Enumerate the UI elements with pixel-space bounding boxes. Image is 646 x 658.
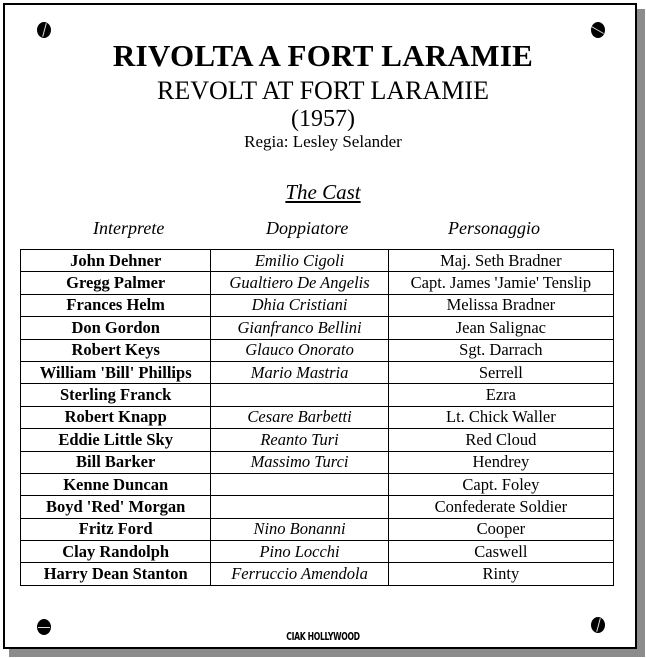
voice-actor-cell <box>211 473 388 495</box>
table-row <box>21 541 614 563</box>
actor-cell: John Dehner <box>21 250 211 272</box>
ciak-hollywood-logo: CIAK HOLLYWOOD <box>286 630 360 643</box>
table-row <box>21 250 614 272</box>
actor-cell: Robert Keys <box>21 339 211 361</box>
actor-cell: Boyd 'Red' Morgan <box>21 496 211 518</box>
actor-cell: Don Gordon <box>21 317 211 339</box>
cast-heading: The Cast <box>285 180 361 204</box>
director: Regia: Lesley Selander <box>244 132 402 151</box>
actor-cell: Clay Randolph <box>21 541 211 563</box>
release-year: (1957) <box>291 106 355 132</box>
actor-cell: Kenne Duncan <box>21 473 211 495</box>
character-cell: Maj. Seth Bradner <box>388 250 613 272</box>
actor-cell: Sterling Franck <box>21 384 211 406</box>
actor-cell: William 'Bill' Phillips <box>21 361 211 383</box>
character-cell: Capt. Foley <box>388 473 613 495</box>
cast-table <box>20 249 614 586</box>
voice-actor-cell: Gualtiero De Angelis <box>211 272 388 294</box>
table-row <box>21 496 614 518</box>
table-row <box>21 518 614 540</box>
voice-actor-cell <box>211 384 388 406</box>
voice-actor-cell: Glauco Onorato <box>211 339 388 361</box>
screw-bottom-right-icon <box>591 617 605 633</box>
title-english: REVOLT AT FORT LARAMIE <box>157 76 489 105</box>
character-cell: Capt. James 'Jamie' Tenslip <box>388 272 613 294</box>
actor-cell: Frances Helm <box>21 294 211 316</box>
character-cell: Caswell <box>388 541 613 563</box>
voice-actor-cell: Reanto Turi <box>211 429 388 451</box>
actor-cell: Gregg Palmer <box>21 272 211 294</box>
table-row <box>21 429 614 451</box>
voice-actor-cell: Dhia Cristiani <box>211 294 388 316</box>
table-row <box>21 339 614 361</box>
character-cell: Rinty <box>388 563 613 585</box>
screw-bottom-left-icon <box>37 619 51 635</box>
column-header-interprete: Interprete <box>93 218 165 238</box>
character-cell: Red Cloud <box>388 429 613 451</box>
voice-actor-cell: Ferruccio Amendola <box>211 563 388 585</box>
table-row <box>21 563 614 585</box>
character-cell: Cooper <box>388 518 613 540</box>
voice-actor-cell: Pino Locchi <box>211 541 388 563</box>
table-row <box>21 272 614 294</box>
voice-actor-cell: Gianfranco Bellini <box>211 317 388 339</box>
character-cell: Confederate Soldier <box>388 496 613 518</box>
voice-actor-cell <box>211 496 388 518</box>
actor-cell: Eddie Little Sky <box>21 429 211 451</box>
character-cell: Melissa Bradner <box>388 294 613 316</box>
column-header-personaggio: Personaggio <box>448 218 540 238</box>
title-italian: RIVOLTA A FORT LARAMIE <box>112 38 534 73</box>
table-row <box>21 473 614 495</box>
screw-top-right-icon <box>591 22 605 38</box>
actor-cell: Bill Barker <box>21 451 211 473</box>
voice-actor-cell: Emilio Cigoli <box>211 250 388 272</box>
table-row <box>21 384 614 406</box>
actor-cell: Harry Dean Stanton <box>21 563 211 585</box>
column-header-doppiatore: Doppiatore <box>266 218 349 238</box>
table-row <box>21 406 614 428</box>
table-row <box>21 294 614 316</box>
character-cell: Jean Salignac <box>388 317 613 339</box>
table-row <box>21 361 614 383</box>
voice-actor-cell: Cesare Barbetti <box>211 406 388 428</box>
table-row <box>21 451 614 473</box>
screw-top-left-icon <box>37 22 51 38</box>
actor-cell: Fritz Ford <box>21 518 211 540</box>
character-cell: Hendrey <box>388 451 613 473</box>
voice-actor-cell: Mario Mastria <box>211 361 388 383</box>
character-cell: Serrell <box>388 361 613 383</box>
character-cell: Ezra <box>388 384 613 406</box>
character-cell: Lt. Chick Waller <box>388 406 613 428</box>
voice-actor-cell: Nino Bonanni <box>211 518 388 540</box>
actor-cell: Robert Knapp <box>21 406 211 428</box>
voice-actor-cell: Massimo Turci <box>211 451 388 473</box>
character-cell: Sgt. Darrach <box>388 339 613 361</box>
table-row <box>21 317 614 339</box>
